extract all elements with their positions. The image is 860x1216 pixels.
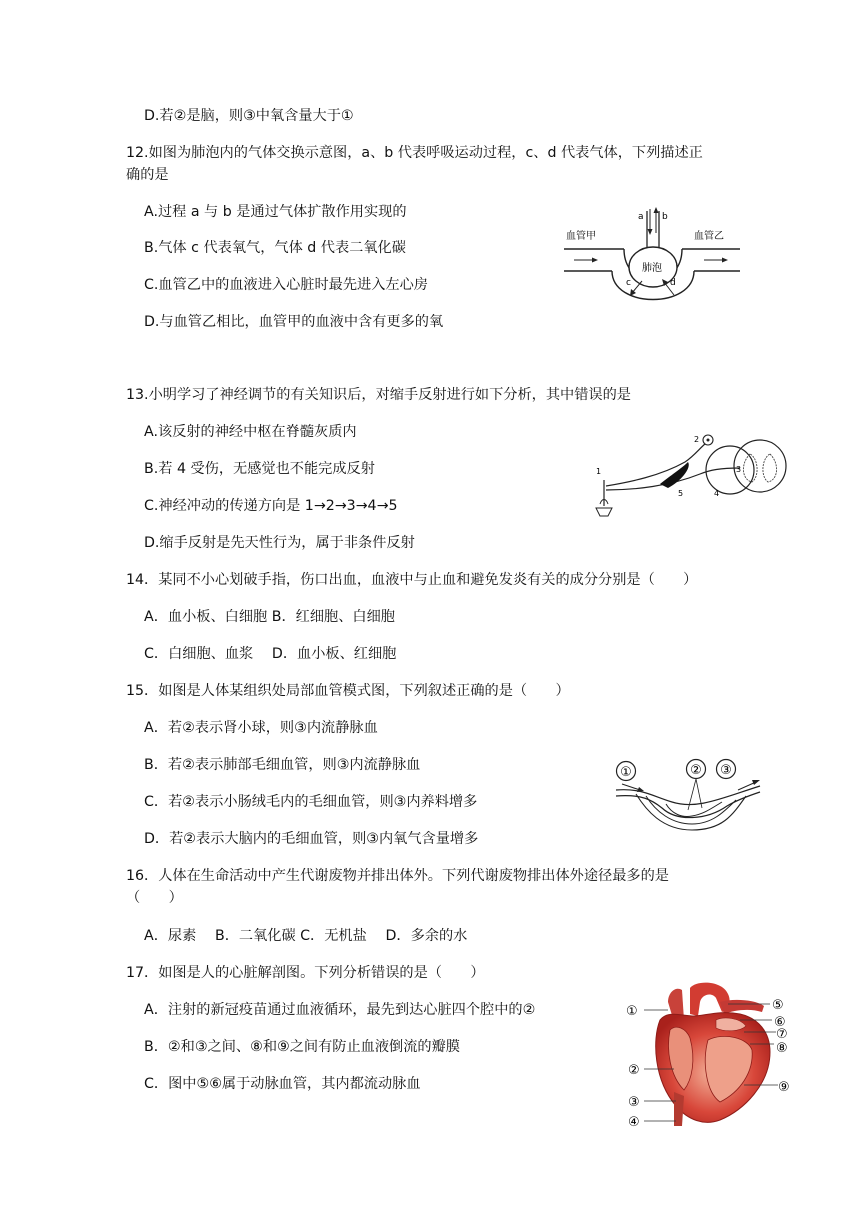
label-d: d xyxy=(670,278,676,288)
heart-diagram xyxy=(624,980,794,1130)
label-4: ④ xyxy=(628,1115,640,1130)
label-9: ⑨ xyxy=(778,1080,790,1095)
label-8: ⑧ xyxy=(776,1041,788,1056)
label-5: 5 xyxy=(678,489,684,498)
q17-stem: 17．如图是人的心脏解剖图。下列分析错误的是（ ） xyxy=(126,965,485,981)
q13-option-d: D.缩手反射是先天性行为，属于非条件反射 xyxy=(144,535,415,551)
q15-stem: 15．如图是人体某组织处局部血管模式图，下列叙述正确的是（ ） xyxy=(126,683,570,699)
label-b: b xyxy=(662,212,668,222)
label-a: a xyxy=(638,212,644,222)
q16-stem-cont: （ ） xyxy=(126,890,183,906)
label-4: 4 xyxy=(714,489,720,498)
q12-option-d: D.与血管乙相比，血管甲的血液中含有更多的氧 xyxy=(144,314,444,330)
label-vessel-yi: 血管乙 xyxy=(694,231,724,242)
q12-option-c: C.血管乙中的血液进入心脏时最先进入左心房 xyxy=(144,277,428,293)
label-2: 2 xyxy=(694,435,700,444)
q12-stem: 12.如图为肺泡内的气体交换示意图，a、b 代表呼吸运动过程，c、d 代表气体，下列描述正 xyxy=(126,145,703,161)
q12-option-a: A.过程 a 与 b 是通过气体扩散作用实现的 xyxy=(144,204,407,220)
q13-option-a: A.该反射的神经中枢在脊髓灰质内 xyxy=(144,424,357,440)
label-c: c xyxy=(626,278,631,288)
reflex-arc-diagram xyxy=(590,428,790,520)
label-2: ② xyxy=(628,1063,640,1078)
q14-options-cd: C．白细胞、血浆 D．血小板、红细胞 xyxy=(144,646,397,662)
label-vessel-jia: 血管甲 xyxy=(566,231,596,242)
q12-option-b: B.气体 c 代表氧气，气体 d 代表二氧化碳 xyxy=(144,240,406,256)
q11-option-d: D.若②是脑，则③中氧含量大于① xyxy=(144,108,354,124)
capillary-diagram xyxy=(612,758,772,840)
label-alveolus: 肺泡 xyxy=(642,263,662,274)
q15-option-a: A．若②表示肾小球，则③内流静脉血 xyxy=(144,720,378,736)
label-2: ② xyxy=(690,763,702,778)
q13-stem: 13.小明学习了神经调节的有关知识后，对缩手反射进行如下分析，其中错误的是 xyxy=(126,387,631,403)
label-3: ③ xyxy=(720,763,732,778)
q14-stem: 14．某同不小心划破手指，伤口出血，血液中与止血和避免发炎有关的成分分别是（ ） xyxy=(126,572,698,588)
q13-option-b: B.若 4 受伤，无感觉也不能完成反射 xyxy=(144,461,375,477)
q14-options-ab: A．血小板、白细胞 B．红细胞、白细胞 xyxy=(144,609,395,625)
label-6: ⑥ xyxy=(774,1015,786,1030)
q13-option-c: C.神经冲动的传递方向是 1→2→3→4→5 xyxy=(144,498,398,514)
alveolus-diagram xyxy=(564,205,742,310)
q15-option-b: B．若②表示肺部毛细血管，则③内流静脉血 xyxy=(144,757,421,773)
q17-option-b: B．②和③之间、⑧和⑨之间有防止血液倒流的瓣膜 xyxy=(144,1039,460,1055)
q17-option-c: C．图中⑤⑥属于动脉血管，其内都流动脉血 xyxy=(144,1076,421,1092)
q16-options: A．尿素 B．二氧化碳 C．无机盐 D．多余的水 xyxy=(144,928,468,944)
q12-stem-cont: 确的是 xyxy=(126,167,169,183)
label-7: ⑦ xyxy=(776,1027,788,1042)
q17-option-a: A．注射的新冠疫苗通过血液循环，最先到达心脏四个腔中的② xyxy=(144,1002,536,1018)
label-3: ③ xyxy=(628,1095,640,1110)
q15-option-c: C．若②表示小肠绒毛内的毛细血管，则③内养料增多 xyxy=(144,794,478,810)
q16-stem: 16．人体在生命活动中产生代谢废物并排出体外。下列代谢废物排出体外途径最多的是 xyxy=(126,868,669,884)
label-1: 1 xyxy=(596,467,602,476)
label-5: ⑤ xyxy=(772,998,784,1013)
q15-option-d: D．若②表示大脑内的毛细血管，则③内氧气含量增多 xyxy=(144,831,479,847)
label-1: ① xyxy=(626,1004,638,1019)
label-3: 3 xyxy=(736,465,742,474)
label-1: ① xyxy=(620,765,632,780)
